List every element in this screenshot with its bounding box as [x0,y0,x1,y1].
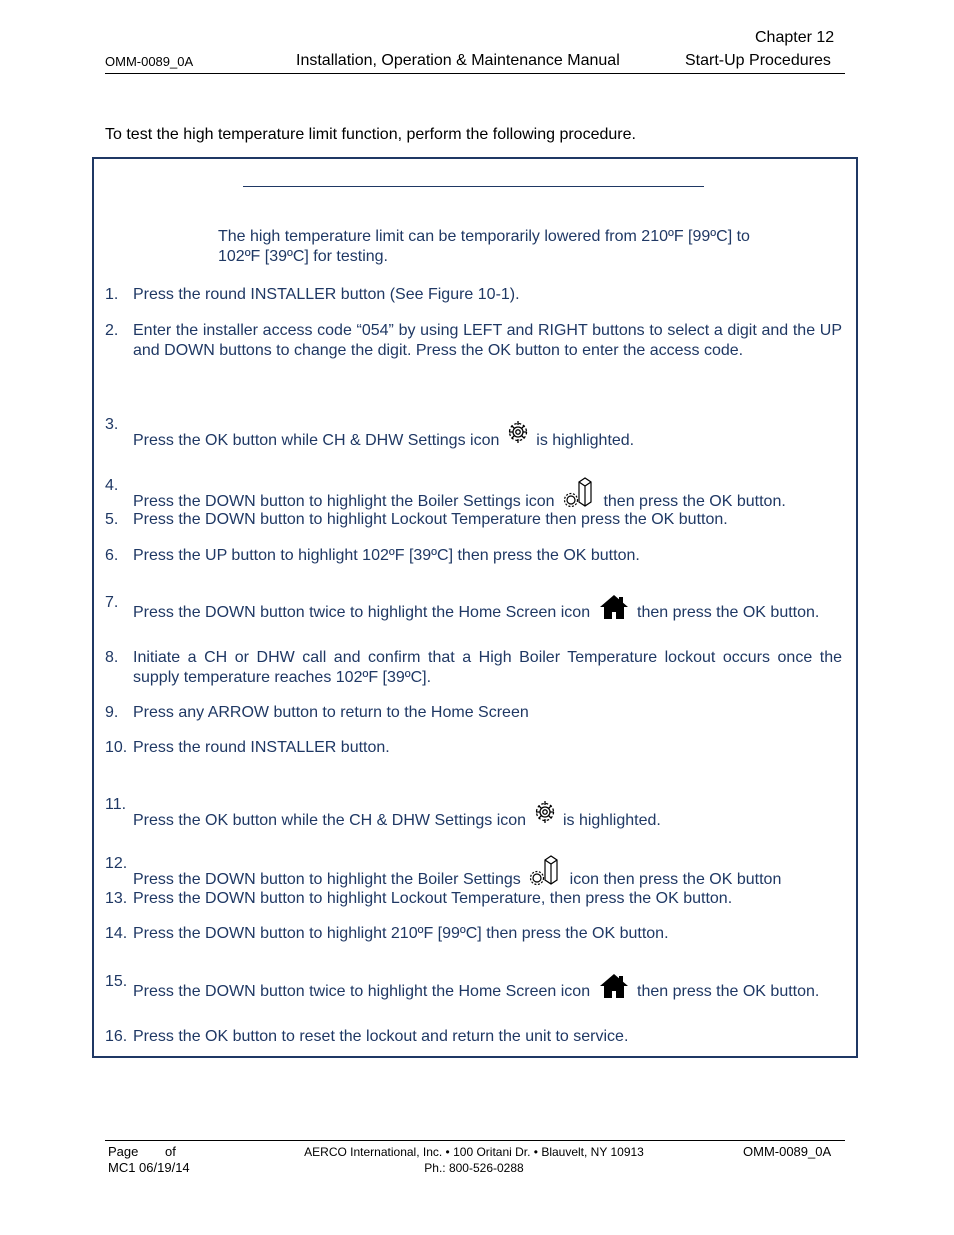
step-text [133,648,842,687]
step-number: 16. [105,1028,128,1045]
procedure-step [105,854,842,894]
step-text-part: icon then press the OK button [569,871,782,888]
footer-doc-id: OMM-0089_0A [743,1144,832,1159]
step-number: 7. [105,594,119,611]
step-text [133,285,842,305]
procedure-step [105,321,842,360]
step-number: 10. [105,739,128,756]
procedure-step [105,795,842,835]
step-number: 3. [105,416,119,433]
step-text [133,415,842,455]
step-number: 8. [105,649,119,666]
step-text [133,1027,842,1047]
box-title-rule [243,186,704,187]
procedure-step [105,546,842,566]
intro-text: To test the high temperature limit function, perform the following procedure. [105,126,636,143]
step-text [133,703,842,723]
procedure-step [105,285,842,305]
step-text-part: Press the DOWN button to highlight Lockout Temperature then press the OK button. [133,511,728,528]
step-text [133,795,842,835]
procedure-step [105,972,842,1006]
step-text-part: Press the DOWN button twice to highlight the Home Screen icon [133,983,591,1000]
home-icon [598,593,630,627]
boiler-settings-icon [528,854,562,894]
footer-divider [105,1140,845,1141]
step-text [133,593,842,627]
step-text-part: Press any ARROW button to return to the Home Screen [133,704,529,721]
footer-of-label: of [165,1144,176,1159]
header-divider [105,73,845,74]
step-text [133,321,842,360]
header-chapter: Chapter 12 [755,29,835,46]
step-text-part: then press the OK button. [637,983,820,1000]
step-number: 6. [105,547,119,564]
step-text-part: Press the DOWN button to highlight the Boiler Settings icon [133,493,555,510]
step-number: 11. [105,796,127,813]
step-text-part: Press the DOWN button to highlight Lockout Temperature, then press the OK button. [133,890,733,907]
step-text [133,972,842,1006]
procedure-step [105,924,842,944]
header-doc-id: OMM-0089_0A [105,54,194,69]
step-text [133,510,842,530]
step-text [133,738,842,758]
step-text-part: Press the OK button while CH & DHW Settings icon [133,432,500,449]
step-number: 13. [105,890,128,907]
step-number: 9. [105,704,119,721]
step-number: 14. [105,925,128,942]
procedure-step [105,648,842,687]
step-text-part: Press the OK button while the CH & DHW Settings icon [133,812,527,829]
step-text-part: Press the DOWN button to highlight the Boiler Settings [133,871,521,888]
step-text-part: Enter the installer access code “054” by using LEFT and RIGHT buttons to select a digit and the UP and DOWN buttons to change the digit. Press the OK button to enter the access code. [133,322,842,359]
step-number: 12. [105,855,128,872]
step-text-part: then press the OK button. [603,493,786,510]
step-number: 15. [105,973,128,990]
procedure-step [105,415,842,455]
step-text [133,889,842,909]
step-text [133,546,842,566]
step-text-part: is highlighted. [562,812,661,829]
step-text-part: Press the DOWN button to highlight 210ºF [99ºC] then press the OK button. [133,925,669,942]
step-text-part: Press the round INSTALLER button (See Figure 10-1). [133,286,520,303]
step-text-part: Press the UP button to highlight 102ºF [39ºC] then press the OK button. [133,547,640,564]
step-text-part: Initiate a CH or DHW call and confirm that a High Boiler Temperature lockout occurs once the supply temperature reaches 102ºF [39ºC]. [133,649,842,686]
step-text-part: is highlighted. [536,432,635,449]
procedure-step [105,1027,842,1047]
step-text [133,924,842,944]
footer-revision: MC1 06/19/14 [108,1160,190,1175]
procedure-step [105,703,842,723]
step-text-part: Press the DOWN button twice to highlight the Home Screen icon [133,604,591,621]
header-manual-title: Installation, Operation & Maintenance Manual [296,52,620,69]
step-text [133,854,842,894]
step-number: 4. [105,477,119,494]
step-number: 1. [105,286,119,303]
procedure-step [105,593,842,627]
step-number: 5. [105,511,119,528]
step-text-part: Press the round INSTALLER button. [133,739,390,756]
footer-company-line: AERCO International, Inc. • 100 Oritani Dr. • Blauvelt, NY 10913 [304,1145,644,1159]
footer-phone: Ph.: 800-526-0288 [424,1161,524,1175]
step-text-part: Press the OK button to reset the lockout and return the unit to service. [133,1028,629,1045]
gear-icon [507,415,529,455]
step-number: 2. [105,322,119,339]
step-text-part: then press the OK button. [637,604,820,621]
header-section: Start-Up Procedures [685,52,831,69]
procedure-step [105,889,842,909]
procedure-step [105,738,842,758]
procedure-note: The high temperature limit can be temporarily lowered from 210ºF [99ºC] to 102ºF [39ºC] for testing. [218,228,750,265]
procedure-step [105,510,842,530]
footer-page-label: Page [108,1144,139,1159]
gear-icon [534,795,556,835]
home-icon [598,972,630,1006]
